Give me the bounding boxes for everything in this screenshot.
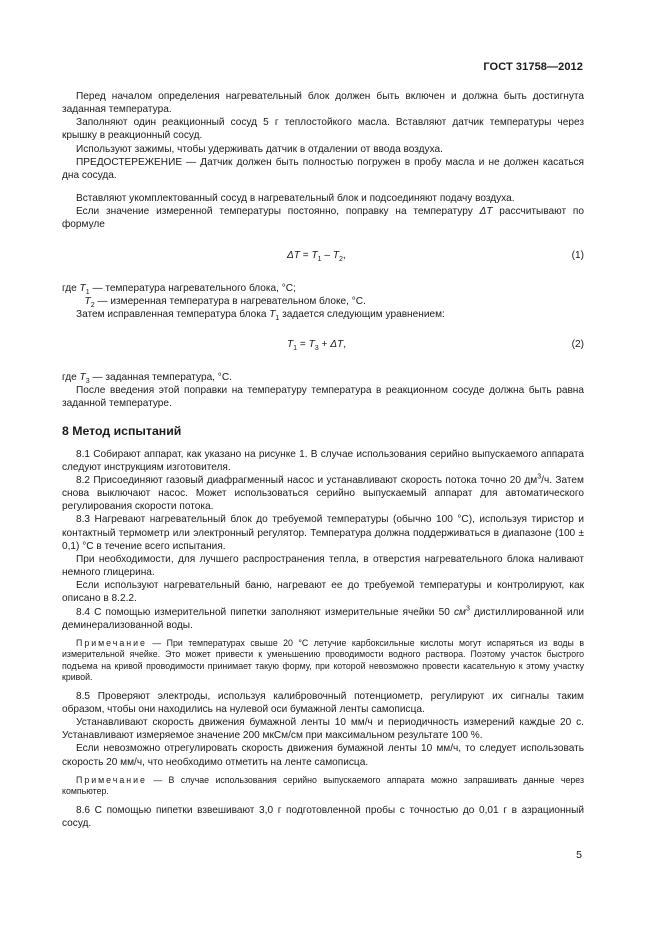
- clause-8-5: 8.5 Проверяют электроды, используя калибровочный потенциометр, регулируют их сигналы таким образом, чтобы они находились на нулевой оси бумажной ленты самописца.: [62, 690, 584, 715]
- paragraph: Вставляют укомплектованный сосуд в нагревательный блок и подсоединяют подачу воздуха.: [76, 193, 515, 205]
- note: Примечание — В случае использования серийно выпускаемого аппарата можно запрашивать данные через компьютер.: [62, 774, 584, 797]
- warning-paragraph: ПРЕДОСТЕРЕЖЕНИЕ — Датчик должен быть полностью погружен в пробу масла и не должен касаться дна сосуда.: [62, 156, 584, 181]
- page-content: [62, 90, 584, 830]
- paragraph: Затем исправленная температура блока $T_1$ задается следующим уравнением:: [76, 308, 445, 322]
- paragraph: Используют зажимы, чтобы удерживать датчик в отдалении от ввода воздуха.: [76, 143, 443, 155]
- paragraph: Если используют нагревательный баню, нагревают ее до требуемой температуры и контролируют, как описано в 8.2.2.: [62, 580, 584, 605]
- formula-1-number: (1): [571, 249, 584, 261]
- formula-1-expression: $\Delta T = T_1 - T_2$,: [287, 249, 346, 263]
- note: Примечание — При температурах свыше 20 °С летучие карбоксильные кислоты могут испаряться из воды в измерительной ячейке. Это может привести к уменьшению проводимости водного раствора. Поэтому участок быстрого подъема на кривой проводимости принимает такую форму, при которой невозможно провести касательную к этому участку кривой.: [62, 637, 584, 683]
- page-number: 5: [576, 849, 582, 861]
- clause-8-2: 8.2 Присоединяют газовый диафрагменный насос и устанавливают скорость потока точно 20 $дм^3/ч$. Затем снова выключают насос. Может использоваться серийно выпускаемый аппарат для автоматического регулирования скорости потока.: [62, 473, 584, 513]
- paragraph: Заполняют один реакционный сосуд 5 г теплостойкого масла. Вставляют датчик температуры через крышку в реакционный сосуд.: [62, 117, 584, 142]
- where-definition: $T_2$ — измеренная температура в нагревательном блоке, °С.: [84, 295, 366, 309]
- clause-8-6: 8.6 С помощью пипетки взвешивают 3,0 г подготовленной пробы с точностью до 0,01 г в азрационный сосуд.: [62, 804, 584, 829]
- paragraph: Если значение измеренной температуры постоянно, поправку на температуру ΔT рассчитывают по формуле: [62, 206, 584, 231]
- formula-2-expression: $T_1 = T_3 + \Delta T$,: [287, 339, 347, 353]
- clause-8-3: 8.3 Нагревают нагревательный блок до требуемой температуры (обычно 100 °С), используя тиристор и контактный термометр или электронный регулятор. Температура должна поддерживаться в диапазоне (100 ± 0,1) °С в течение всего испытания.: [62, 514, 584, 552]
- formula-2-number: (2): [571, 339, 584, 351]
- formula-2: [62, 338, 584, 353]
- paragraph: При необходимости, для лучшего распространения тепла, в отверстия нагревательного блока наливают немного глицерина.: [62, 553, 584, 579]
- standard-id: ГОСТ 31758—2012: [483, 61, 583, 73]
- formula-1: [62, 249, 584, 264]
- where-definition: где $T_3$ — заданная температура, °С.: [62, 372, 232, 386]
- paragraph: После введения этой поправки на температуру температура в реакционном сосуде должна быть равна заданной температуре.: [62, 385, 584, 410]
- clause-8-1: 8.1 Собирают аппарат, как указано на рисунке 1. В случае использования серийно выпускаемого аппарата следуют инструкциям изготовителя.: [62, 448, 584, 473]
- paragraph: Перед началом определения нагревательный блок должен быть включен и должна быть достигнута заданная температура.: [62, 91, 584, 116]
- paragraph: Если невозможно отрегулировать скорость движения бумажной ленты 10 мм/ч, то следует использовать скорость 20 мм/ч, что необходимо отметить на ленте самописца.: [62, 743, 584, 768]
- where-definition: где $T_1$ — температура нагревательного блока, °С;: [62, 282, 296, 296]
- paragraph: Устанавливают скорость движения бумажной ленты 10 мм/ч и периодичность измерений каждые 20 с. Устанавливают измеряемое значение 200 мкСм/см при максимальном результате 100 %.: [62, 717, 584, 742]
- section-heading: 8 Метод испытаний: [62, 423, 182, 438]
- clause-8-4: 8.4 С помощью измерительной пипетки заполняют измерительные ячейки 50 $см^3$ дистиллированной или деминерализованной воды.: [62, 605, 584, 631]
